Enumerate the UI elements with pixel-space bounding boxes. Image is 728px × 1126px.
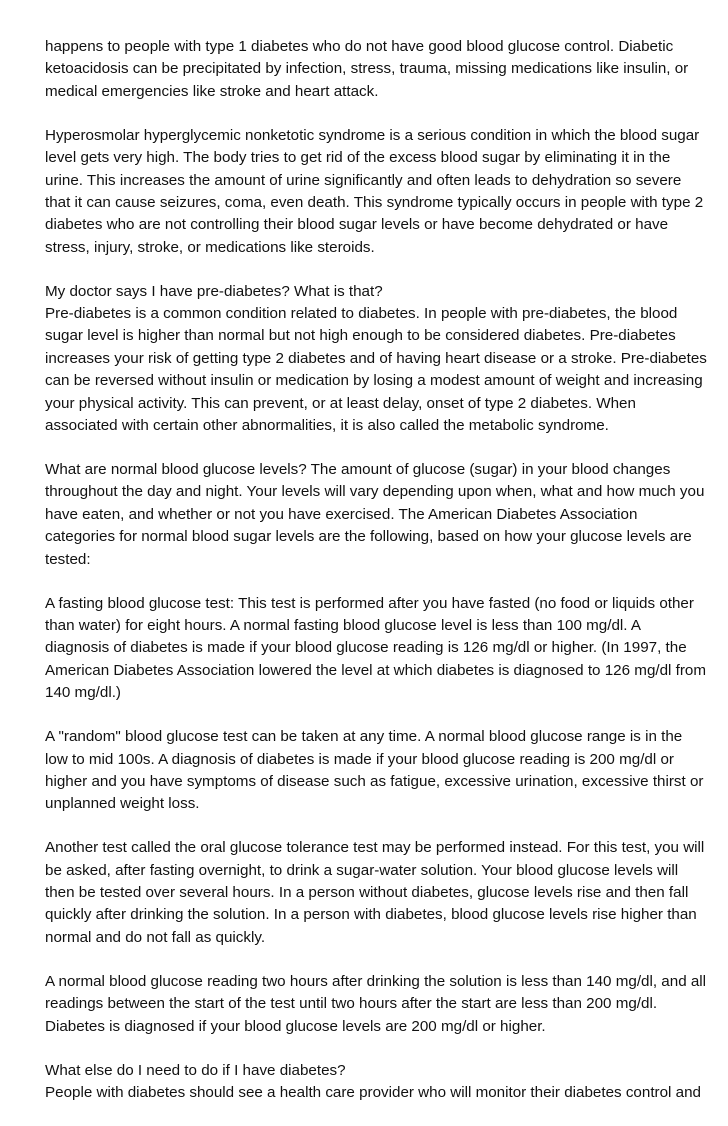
text-line: low to mid 100s. A diagnosis of diabetes is made if your blood glucose reading is 200 mg/dl or bbox=[45, 750, 674, 768]
text-line: medical emergencies like stroke and heart attack. bbox=[45, 82, 379, 100]
paragraph-hhns bbox=[45, 125, 704, 259]
text-line: can be reversed without insulin or medication by losing a modest amount of weight and increasing bbox=[45, 372, 703, 390]
text-line: associated with certain other abnormalities, it is also called the metabolic syndrome. bbox=[45, 417, 609, 435]
text-line: be asked, after fasting overnight, to drink a sugar-water solution. Your blood glucose levels will bbox=[45, 861, 679, 879]
text-line: happens to people with type 1 diabetes who do not have good blood glucose control. Diabetic bbox=[45, 38, 674, 55]
text-line: quickly after drinking the solution. In a person with diabetes, blood glucose levels rise higher than bbox=[45, 906, 697, 924]
paragraph-random-test bbox=[45, 726, 704, 816]
text-line: American Diabetes Association lowered the level at which diabetes is diagnosed to 126 mg/dl from bbox=[45, 661, 707, 679]
paragraph-fasting-test bbox=[45, 593, 707, 705]
text-line: Another test called the oral glucose tolerance test may be performed instead. For this test, you will bbox=[45, 839, 705, 857]
paragraph-oral-tolerance-test bbox=[45, 837, 705, 949]
text-line: higher and you have symptoms of disease such as fatigue, excessive urination, excessive thirst or bbox=[45, 772, 704, 790]
text-line: increases your risk of getting type 2 diabetes and of having heart disease or a stroke. Pre-diabetes bbox=[45, 349, 707, 367]
paragraph-pre-diabetes bbox=[45, 281, 707, 438]
text-line: level gets very high. The body tries to get rid of the excess blood sugar by eliminating it in the bbox=[45, 149, 671, 167]
paragraph-normal-glucose-levels bbox=[45, 459, 705, 571]
text-line: have eaten, and whether or not you have exercised. The American Diabetes Association bbox=[45, 505, 638, 523]
text-line: your physical activity. This can prevent, or at least delay, onset of type 2 diabetes. When bbox=[45, 394, 636, 412]
text-line: Pre-diabetes is a common condition related to diabetes. In people with pre-diabetes, the blood bbox=[45, 305, 678, 323]
text-line: My doctor says I have pre-diabetes? What is that? bbox=[45, 282, 383, 300]
text-line: People with diabetes should see a health care provider who will monitor their diabetes control and bbox=[45, 1083, 701, 1101]
text-line: urine. This increases the amount of urine significantly and often leads to dehydration so severe bbox=[45, 171, 682, 189]
text-line: A "random" blood glucose test can be taken at any time. A normal blood glucose range is in the bbox=[45, 728, 683, 746]
paragraph-what-else bbox=[45, 1060, 701, 1105]
text-line: What else do I need to do if I have diabetes? bbox=[45, 1061, 346, 1079]
text-line: sugar level is higher than normal but not high enough to be considered diabetes. Pre-diabetes bbox=[45, 327, 676, 345]
text-line: diagnosis of diabetes is made if your blood glucose reading is 126 mg/dl or higher. (In 1997, the bbox=[45, 639, 687, 657]
text-line: then be tested over several hours. In a person without diabetes, glucose levels rise and then fall bbox=[45, 884, 689, 902]
text-line: diabetes who are not controlling their blood sugar levels or have become dehydrated or have bbox=[45, 216, 669, 234]
text-line: readings between the start of the test until two hours after the start are less than 200 mg/dl. bbox=[45, 995, 658, 1013]
text-line: What are normal blood glucose levels? The amount of glucose (sugar) in your blood changes bbox=[45, 461, 671, 479]
text-line: throughout the day and night. Your levels will vary depending upon when, what and how much you bbox=[45, 483, 705, 501]
text-line: normal and do not fall as quickly. bbox=[45, 928, 266, 946]
text-line: stress, injury, stroke, or medications like steroids. bbox=[45, 238, 375, 256]
paragraph-two-hour-reading bbox=[45, 971, 707, 1038]
paragraph-dka-continued bbox=[45, 36, 695, 103]
text-line: Diabetes is diagnosed if your blood glucose levels are 200 mg/dl or higher. bbox=[45, 1017, 546, 1035]
text-line: A normal blood glucose reading two hours after drinking the solution is less than 140 mg/dl, and all bbox=[45, 972, 707, 990]
text-line: ketoacidosis can be precipitated by infection, stress, trauma, missing medications like insulin, or bbox=[45, 60, 689, 78]
text-line: categories for normal blood sugar levels are the following, based on how your glucose levels are bbox=[45, 528, 692, 546]
text-line: unplanned weight loss. bbox=[45, 795, 200, 813]
text-line: that it can cause seizures, coma, even death. This syndrome typically occurs in people with type 2 bbox=[45, 193, 704, 211]
text-line: tested: bbox=[45, 550, 91, 568]
text-line: A fasting blood glucose test: This test is performed after you have fasted (no food or liquids other bbox=[45, 594, 694, 612]
text-line: than water) for eight hours. A normal fasting blood glucose level is less than 100 mg/dl. A bbox=[45, 616, 642, 634]
text-line: 140 mg/dl.) bbox=[45, 684, 121, 702]
text-line: Hyperosmolar hyperglycemic nonketotic syndrome is a serious condition in which the blood sugar bbox=[45, 126, 700, 144]
document-page bbox=[45, 36, 707, 1126]
